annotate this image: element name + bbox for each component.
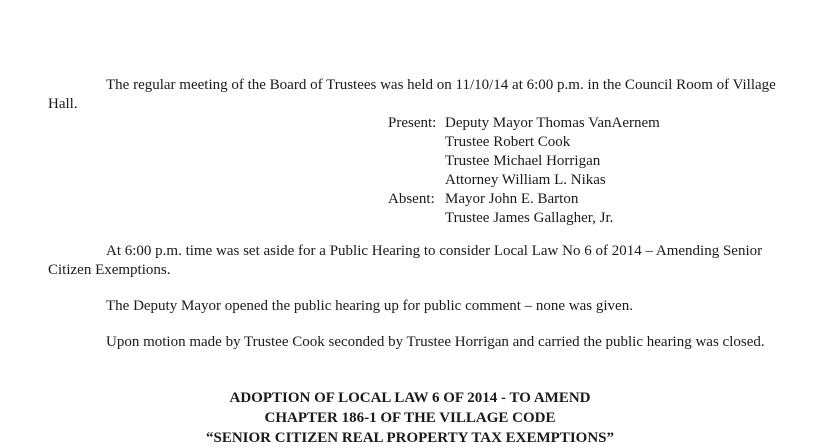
intro-paragraph: The regular meeting of the Board of Trustees was held on 11/10/14 at 6:00 p.m. in the Council Room of Village Hall. (48, 77, 776, 112)
absent-label: Absent: (388, 191, 435, 207)
present-label: Present: (388, 115, 437, 131)
motion-paragraph: Upon motion made by Trustee Cook seconded by Trustee Horrigan and carried the public hearing was closed. (106, 334, 765, 350)
absent-member: Trustee James Gallagher, Jr. (445, 210, 614, 226)
present-member: Deputy Mayor Thomas VanAernem (445, 115, 660, 131)
present-member: Attorney William L. Nikas (445, 172, 606, 188)
absent-member: Mayor John E. Barton (445, 191, 579, 207)
attendance-row (388, 171, 748, 190)
attendance-row (388, 152, 748, 171)
attendance-row (388, 209, 748, 228)
heading-line: “SENIOR CITIZEN REAL PROPERTY TAX EXEMPTIONS” (205, 430, 615, 446)
attendance-row (388, 190, 748, 209)
attendance-row (388, 114, 748, 133)
attendance-row (388, 133, 748, 152)
heading-line: ADOPTION OF LOCAL LAW 6 OF 2014 - TO AMEND (229, 390, 591, 406)
comment-paragraph: The Deputy Mayor opened the public hearing up for public comment – none was given. (106, 298, 633, 314)
heading-line: CHAPTER 186-1 OF THE VILLAGE CODE (264, 410, 556, 426)
hearing-paragraph: At 6:00 p.m. time was set aside for a Public Hearing to consider Local Law No 6 of 2014 – Amending Senior Citizen Exemptions. (48, 243, 763, 278)
present-member: Trustee Michael Horrigan (445, 153, 601, 169)
resolution-heading (0, 388, 820, 448)
attendance-list (388, 114, 748, 228)
present-member: Trustee Robert Cook (445, 134, 571, 150)
